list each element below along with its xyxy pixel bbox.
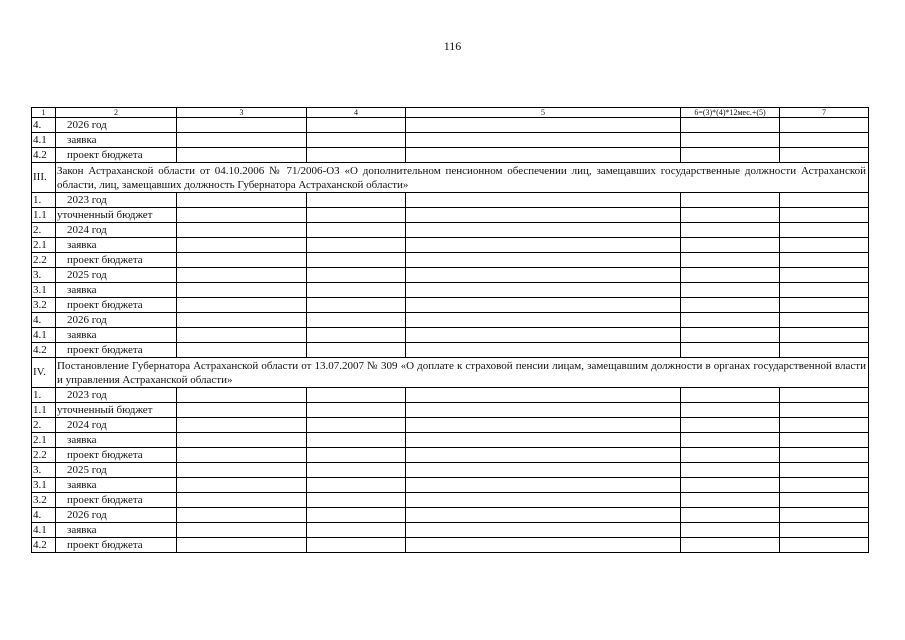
- column-header: 4: [307, 108, 406, 118]
- table-row: [32, 493, 869, 508]
- table-row: [32, 253, 869, 268]
- empty-cell[interactable]: [780, 478, 869, 493]
- empty-cell[interactable]: [780, 463, 869, 478]
- table-row: [32, 223, 869, 238]
- section-row: [32, 163, 869, 193]
- empty-cell[interactable]: [406, 253, 681, 268]
- empty-cell[interactable]: [406, 343, 681, 358]
- row-number: 2.1: [32, 433, 56, 448]
- row-number: 2.: [32, 223, 56, 238]
- empty-cell[interactable]: [406, 133, 681, 148]
- empty-cell[interactable]: [681, 433, 780, 448]
- empty-cell[interactable]: [307, 418, 406, 433]
- page-number: 116: [443, 39, 462, 53]
- empty-cell[interactable]: [681, 283, 780, 298]
- row-label: проект бюджета: [56, 448, 177, 463]
- empty-cell[interactable]: [780, 328, 869, 343]
- column-header: 2: [56, 108, 177, 118]
- empty-cell[interactable]: [177, 523, 307, 538]
- table-row: [32, 148, 869, 163]
- empty-cell[interactable]: [681, 388, 780, 403]
- row-number: 1.1: [32, 208, 56, 223]
- row-number: 4.1: [32, 328, 56, 343]
- empty-cell[interactable]: [177, 313, 307, 328]
- column-header: 5: [406, 108, 681, 118]
- empty-cell[interactable]: [177, 403, 307, 418]
- empty-cell[interactable]: [681, 403, 780, 418]
- column-header: 3: [177, 108, 307, 118]
- row-number: 3.: [32, 463, 56, 478]
- row-label: уточненный бюджет: [56, 403, 177, 418]
- empty-cell[interactable]: [177, 193, 307, 208]
- empty-cell[interactable]: [177, 268, 307, 283]
- empty-cell[interactable]: [681, 493, 780, 508]
- empty-cell[interactable]: [681, 463, 780, 478]
- budget-table: [31, 107, 869, 553]
- row-label: заявка: [56, 478, 177, 493]
- empty-cell[interactable]: [406, 523, 681, 538]
- empty-cell[interactable]: [307, 388, 406, 403]
- empty-cell[interactable]: [406, 298, 681, 313]
- empty-cell[interactable]: [406, 118, 681, 133]
- empty-cell[interactable]: [780, 238, 869, 253]
- column-header: 1: [32, 108, 56, 118]
- empty-cell[interactable]: [307, 133, 406, 148]
- empty-cell[interactable]: [780, 418, 869, 433]
- empty-cell[interactable]: [307, 523, 406, 538]
- section-title: Постановление Губернатора Астраханской области от 13.07.2007 № 309 «О доплате к страховой пенсии лицам, замещавшим должности в органах государственной власти и управления Астраханской области»: [56, 358, 869, 388]
- row-label: заявка: [56, 328, 177, 343]
- row-label: заявка: [56, 283, 177, 298]
- row-number: 4.2: [32, 538, 56, 553]
- empty-cell[interactable]: [406, 238, 681, 253]
- empty-cell[interactable]: [780, 523, 869, 538]
- column-header: 6=(3)*(4)*12мес.+(5): [681, 108, 780, 118]
- empty-cell[interactable]: [780, 298, 869, 313]
- row-number: 3.2: [32, 298, 56, 313]
- table-row: [32, 388, 869, 403]
- row-label: 2025 год: [56, 268, 177, 283]
- empty-cell[interactable]: [406, 328, 681, 343]
- empty-cell[interactable]: [406, 493, 681, 508]
- empty-cell[interactable]: [780, 133, 869, 148]
- empty-cell[interactable]: [307, 208, 406, 223]
- row-number: 1.: [32, 388, 56, 403]
- empty-cell[interactable]: [681, 118, 780, 133]
- empty-cell[interactable]: [406, 538, 681, 553]
- empty-cell[interactable]: [307, 478, 406, 493]
- empty-cell[interactable]: [177, 508, 307, 523]
- row-label: 2025 год: [56, 463, 177, 478]
- empty-cell[interactable]: [406, 418, 681, 433]
- table-row: [32, 313, 869, 328]
- row-number: 3.: [32, 268, 56, 283]
- empty-cell[interactable]: [406, 448, 681, 463]
- table-row: [32, 508, 869, 523]
- empty-cell[interactable]: [177, 253, 307, 268]
- empty-cell[interactable]: [307, 253, 406, 268]
- table-body: [32, 108, 869, 553]
- table-row: [32, 298, 869, 313]
- empty-cell[interactable]: [780, 538, 869, 553]
- row-number: 4.: [32, 313, 56, 328]
- row-label: заявка: [56, 133, 177, 148]
- empty-cell[interactable]: [307, 343, 406, 358]
- empty-cell[interactable]: [307, 448, 406, 463]
- empty-cell[interactable]: [681, 343, 780, 358]
- empty-cell[interactable]: [406, 313, 681, 328]
- empty-cell[interactable]: [406, 508, 681, 523]
- row-number: 2.1: [32, 238, 56, 253]
- empty-cell[interactable]: [307, 238, 406, 253]
- table-row: [32, 463, 869, 478]
- table-row: [32, 538, 869, 553]
- row-label: заявка: [56, 238, 177, 253]
- empty-cell[interactable]: [177, 448, 307, 463]
- empty-cell[interactable]: [307, 223, 406, 238]
- table-row: [32, 418, 869, 433]
- empty-cell[interactable]: [177, 148, 307, 163]
- table-row: [32, 193, 869, 208]
- empty-cell[interactable]: [406, 403, 681, 418]
- row-number: 2.2: [32, 253, 56, 268]
- empty-cell[interactable]: [177, 433, 307, 448]
- row-number: 4.1: [32, 133, 56, 148]
- row-label: проект бюджета: [56, 148, 177, 163]
- empty-cell[interactable]: [177, 418, 307, 433]
- empty-cell[interactable]: [307, 403, 406, 418]
- empty-cell[interactable]: [681, 208, 780, 223]
- empty-cell[interactable]: [177, 208, 307, 223]
- empty-cell[interactable]: [780, 193, 869, 208]
- section-number: III.: [32, 163, 56, 193]
- empty-cell[interactable]: [177, 223, 307, 238]
- table-row: [32, 448, 869, 463]
- row-label: проект бюджета: [56, 298, 177, 313]
- table-row: [32, 133, 869, 148]
- empty-cell[interactable]: [177, 463, 307, 478]
- row-label: 2026 год: [56, 313, 177, 328]
- empty-cell[interactable]: [406, 268, 681, 283]
- empty-cell[interactable]: [681, 478, 780, 493]
- empty-cell[interactable]: [780, 253, 869, 268]
- empty-cell[interactable]: [177, 133, 307, 148]
- table-row: [32, 268, 869, 283]
- empty-cell[interactable]: [177, 388, 307, 403]
- empty-cell[interactable]: [406, 148, 681, 163]
- section-number: IV.: [32, 358, 56, 388]
- row-number: 4.: [32, 508, 56, 523]
- empty-cell[interactable]: [681, 508, 780, 523]
- empty-cell[interactable]: [780, 388, 869, 403]
- empty-cell[interactable]: [681, 298, 780, 313]
- row-number: 4.: [32, 118, 56, 133]
- empty-cell[interactable]: [177, 493, 307, 508]
- empty-cell[interactable]: [681, 148, 780, 163]
- empty-cell[interactable]: [780, 508, 869, 523]
- empty-cell[interactable]: [307, 313, 406, 328]
- row-number: 1.: [32, 193, 56, 208]
- empty-cell[interactable]: [307, 463, 406, 478]
- row-label: 2026 год: [56, 118, 177, 133]
- row-label: 2024 год: [56, 418, 177, 433]
- empty-cell[interactable]: [406, 283, 681, 298]
- row-number: 3.1: [32, 478, 56, 493]
- empty-cell[interactable]: [177, 118, 307, 133]
- row-label: заявка: [56, 523, 177, 538]
- empty-cell[interactable]: [406, 433, 681, 448]
- section-title: Закон Астраханской области от 04.10.2006 № 71/2006-ОЗ «О дополнительном пенсионном обеспечении лиц, замещавших государственные должности Астраханской области, лиц, замещавших должность Губернатора Астраханской области»: [56, 163, 869, 193]
- row-number: 4.2: [32, 343, 56, 358]
- empty-cell[interactable]: [681, 253, 780, 268]
- row-number: 1.1: [32, 403, 56, 418]
- empty-cell[interactable]: [307, 283, 406, 298]
- empty-cell[interactable]: [681, 193, 780, 208]
- empty-cell[interactable]: [406, 223, 681, 238]
- empty-cell[interactable]: [780, 448, 869, 463]
- row-number: 2.2: [32, 448, 56, 463]
- row-label: заявка: [56, 433, 177, 448]
- row-label: 2023 год: [56, 388, 177, 403]
- empty-cell[interactable]: [307, 493, 406, 508]
- empty-cell[interactable]: [780, 283, 869, 298]
- empty-cell[interactable]: [406, 478, 681, 493]
- table-row: [32, 433, 869, 448]
- empty-cell[interactable]: [780, 148, 869, 163]
- empty-cell[interactable]: [780, 343, 869, 358]
- row-label: 2024 год: [56, 223, 177, 238]
- empty-cell[interactable]: [307, 538, 406, 553]
- empty-cell[interactable]: [177, 238, 307, 253]
- empty-cell[interactable]: [307, 148, 406, 163]
- empty-cell[interactable]: [681, 538, 780, 553]
- table-row: [32, 343, 869, 358]
- row-number: 4.2: [32, 148, 56, 163]
- row-label: уточненный бюджет: [56, 208, 177, 223]
- empty-cell[interactable]: [177, 328, 307, 343]
- empty-cell[interactable]: [681, 523, 780, 538]
- row-label: проект бюджета: [56, 253, 177, 268]
- empty-cell[interactable]: [177, 298, 307, 313]
- table-row: [32, 283, 869, 298]
- row-label: проект бюджета: [56, 538, 177, 553]
- row-number: 2.: [32, 418, 56, 433]
- empty-cell[interactable]: [780, 433, 869, 448]
- empty-cell[interactable]: [681, 268, 780, 283]
- empty-cell[interactable]: [307, 268, 406, 283]
- empty-cell[interactable]: [406, 208, 681, 223]
- header-row: [32, 108, 869, 118]
- empty-cell[interactable]: [681, 328, 780, 343]
- empty-cell[interactable]: [780, 118, 869, 133]
- row-label: 2026 год: [56, 508, 177, 523]
- row-label: 2023 год: [56, 193, 177, 208]
- empty-cell[interactable]: [177, 343, 307, 358]
- empty-cell[interactable]: [177, 478, 307, 493]
- column-header: 7: [780, 108, 869, 118]
- empty-cell[interactable]: [406, 463, 681, 478]
- empty-cell[interactable]: [780, 268, 869, 283]
- table-row: [32, 238, 869, 253]
- empty-cell[interactable]: [681, 223, 780, 238]
- row-number: 3.1: [32, 283, 56, 298]
- empty-cell[interactable]: [406, 193, 681, 208]
- empty-cell[interactable]: [406, 388, 681, 403]
- table-row: [32, 118, 869, 133]
- empty-cell[interactable]: [307, 328, 406, 343]
- table-row: [32, 403, 869, 418]
- section-row: [32, 358, 869, 388]
- empty-cell[interactable]: [780, 493, 869, 508]
- empty-cell[interactable]: [177, 283, 307, 298]
- empty-cell[interactable]: [780, 208, 869, 223]
- empty-cell[interactable]: [307, 193, 406, 208]
- row-number: 3.2: [32, 493, 56, 508]
- table-row: [32, 478, 869, 493]
- row-label: проект бюджета: [56, 493, 177, 508]
- empty-cell[interactable]: [307, 298, 406, 313]
- table-row: [32, 208, 869, 223]
- row-label: проект бюджета: [56, 343, 177, 358]
- table-row: [32, 328, 869, 343]
- empty-cell[interactable]: [307, 433, 406, 448]
- empty-cell[interactable]: [307, 508, 406, 523]
- empty-cell[interactable]: [780, 403, 869, 418]
- empty-cell[interactable]: [681, 418, 780, 433]
- table-row: [32, 523, 869, 538]
- empty-cell[interactable]: [780, 313, 869, 328]
- empty-cell[interactable]: [681, 133, 780, 148]
- empty-cell[interactable]: [780, 223, 869, 238]
- row-number: 4.1: [32, 523, 56, 538]
- empty-cell[interactable]: [177, 538, 307, 553]
- empty-cell[interactable]: [307, 118, 406, 133]
- empty-cell[interactable]: [681, 238, 780, 253]
- empty-cell[interactable]: [681, 313, 780, 328]
- empty-cell[interactable]: [681, 448, 780, 463]
